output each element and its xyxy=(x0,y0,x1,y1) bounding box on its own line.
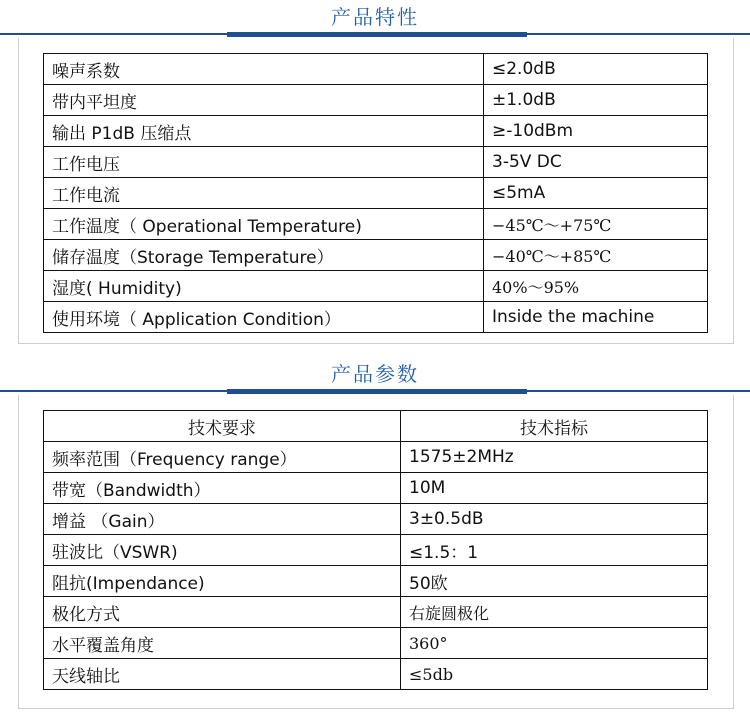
table-row xyxy=(44,535,708,566)
table-row xyxy=(44,147,708,178)
row-label: 增益 （Gain） xyxy=(44,504,401,535)
section-title-features: 产品特性 xyxy=(331,5,419,29)
table-row xyxy=(44,628,708,659)
table-row xyxy=(44,473,708,504)
row-value: 3±0.5dB xyxy=(401,504,708,535)
section-header-parameters xyxy=(0,357,750,395)
row-label: 频率范围（Frequency range） xyxy=(44,442,401,473)
table-row xyxy=(44,209,708,240)
row-label: 使用环境（ Application Condition） xyxy=(44,302,484,333)
row-label: 带内平坦度 xyxy=(44,85,484,116)
table-row xyxy=(44,54,708,85)
features-table xyxy=(43,53,708,333)
row-label: 输出 P1dB 压缩点 xyxy=(44,116,484,147)
table-row xyxy=(44,566,708,597)
row-label: 带宽（Bandwidth） xyxy=(44,473,401,504)
row-label: 工作电压 xyxy=(44,147,484,178)
header-accent-bar xyxy=(227,389,527,394)
row-label: 噪声系数 xyxy=(44,54,484,85)
section-title-parameters: 产品参数 xyxy=(331,362,419,386)
table-row xyxy=(44,302,708,333)
row-value: −40℃～+85℃ xyxy=(484,240,708,271)
header-specification: 技术指标 xyxy=(401,411,708,442)
row-label: 水平覆盖角度 xyxy=(44,628,401,659)
row-value: ±1.0dB xyxy=(484,85,708,116)
row-value: 40%～95% xyxy=(484,271,708,302)
table-row xyxy=(44,271,708,302)
row-value: Inside the machine xyxy=(484,302,708,333)
row-label: 工作温度（ Operational Temperature) xyxy=(44,209,484,240)
table-row xyxy=(44,597,708,628)
header-requirement: 技术要求 xyxy=(44,411,401,442)
row-label: 天线轴比 xyxy=(44,659,401,690)
row-label: 湿度( Humidity) xyxy=(44,271,484,302)
row-value: 360° xyxy=(401,628,708,659)
row-value: −45℃～+75℃ xyxy=(484,209,708,240)
row-value: ≤1.5：1 xyxy=(401,535,708,566)
table-row xyxy=(44,116,708,147)
table-row xyxy=(44,240,708,271)
row-value: ≤5mA xyxy=(484,178,708,209)
table-row xyxy=(44,442,708,473)
row-label: 驻波比（VSWR) xyxy=(44,535,401,566)
row-label: 极化方式 xyxy=(44,597,401,628)
row-label: 工作电流 xyxy=(44,178,484,209)
row-value: ≤5db xyxy=(401,659,708,690)
table-row xyxy=(44,659,708,690)
row-value: 右旋圆极化 xyxy=(401,597,708,628)
parameters-table xyxy=(43,410,708,690)
table-row xyxy=(44,178,708,209)
row-value: ≤2.0dB xyxy=(484,54,708,85)
row-label: 阻抗(Impendance) xyxy=(44,566,401,597)
row-value: 10M xyxy=(401,473,708,504)
table-header-row xyxy=(44,411,708,442)
row-value: ≥-10dBm xyxy=(484,116,708,147)
table-row xyxy=(44,504,708,535)
row-value: 3-5V DC xyxy=(484,147,708,178)
row-value: 1575±2MHz xyxy=(401,442,708,473)
row-value: 50欧 xyxy=(401,566,708,597)
header-accent-bar xyxy=(227,32,527,37)
row-label: 储存温度（Storage Temperature） xyxy=(44,240,484,271)
section-header-features xyxy=(0,0,750,38)
table-row xyxy=(44,85,708,116)
